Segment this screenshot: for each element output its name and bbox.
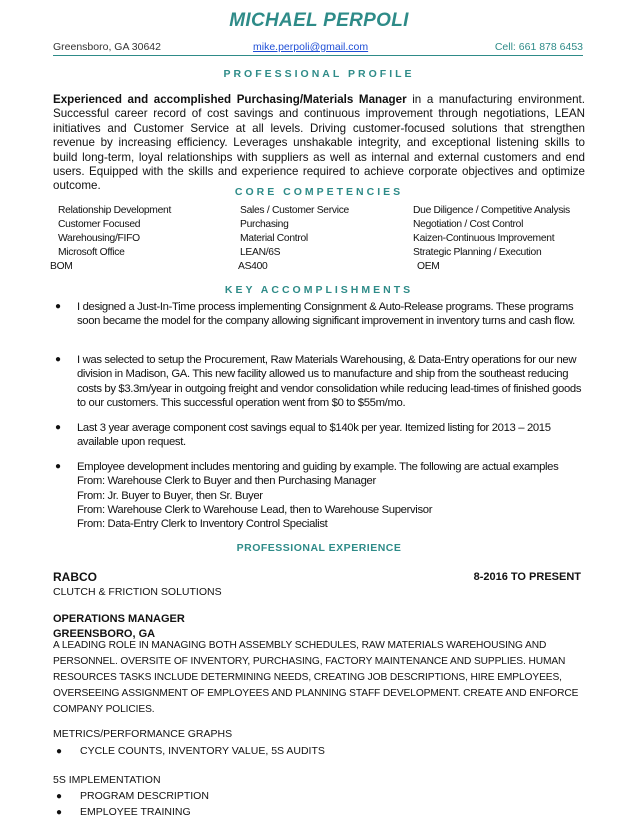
bullet-icon: ● [56,807,63,818]
implementation-list-item [56,790,209,802]
location-text: Greensboro, GA 30642 [53,41,161,53]
profile-text: in a manufacturing environment. Successful career record of cost savings and continuous improvement through negotiations, LEAN initiatives and Customer Service at all levels. Driving customer-focused solutions that strengthen revenue by increasing efficiency. Leverages unshakable integrity, and exceptional listening skills to build long-term, loyal relationships with suppliers as well as internal and external customers and end users. Equipped with the skills and experience required to achieve corporate objectives and optimize outcome. [53,93,585,193]
accomplishment-subline: From: Warehouse Clerk to Warehouse Lead, then to Warehouse Supervisor [77,503,433,516]
experience-heading: PROFESSIONAL EXPERIENCE [236,542,402,554]
metrics-heading: METRICS/PERFORMANCE GRAPHS [53,728,233,740]
profile-lead: Experienced and accomplished Purchasing/Materials Manager [53,93,407,106]
header-divider [53,55,583,56]
competency-item: AS400 [238,261,268,273]
competency-item: Negotiation / Cost Control [413,219,524,231]
job-location: GREENSBORO, GA [53,628,156,640]
competency-item: Customer Focused [58,219,141,231]
implementation-text: EMPLOYEE TRAINING [80,806,191,818]
competency-item: OEM [417,261,440,273]
profile-heading: PROFESSIONAL PROFILE [223,68,415,80]
competencies-col-1 [50,204,171,274]
phone-text: Cell: 661 878 6453 [494,41,583,53]
accomplishment-item [55,460,583,531]
competency-item: Material Control [240,233,308,245]
accomplishment-text: I designed a Just-In-Time process implementing Consignment & Auto-Release programs. These programs soon became the model for the company allowing significant improvement in inventory turns and cash flow. [77,301,575,328]
accomplishment-subline: From: Data-Entry Clerk to Inventory Control Specialist [77,518,328,531]
bullet-icon: ● [56,746,63,757]
competency-item: LEAN/6S [240,247,281,259]
competencies-col-3 [413,204,570,274]
accomplishment-text: Last 3 year average component cost savings equal to $140k per year. Itemized listing for 2013 – 2015 available upon request. [77,422,551,449]
competency-item: Relationship Development [58,205,171,216]
company-division: CLUTCH & FRICTION SOLUTIONS [53,586,222,598]
bullet-icon: ● [55,461,61,472]
implementation-list-item [56,806,191,818]
competency-item: Purchasing [240,219,289,231]
accomplishment-item [55,353,583,410]
profile-paragraph [53,93,585,194]
candidate-name: MICHAEL PERPOLI [229,10,409,31]
job-title: OPERATIONS MANAGER [53,613,185,625]
accomplishment-text: I was selected to setup the Procurement, Raw Materials Warehousing, & Data-Entry operations for our new division in Madison, GA. This new facility allowed us to manufacture and ship from the southeast reducing costs by $3.3m/year in outgoing freight and vendor consolidation while reducing lead-times of finished goods to our customers. This successful operation went from $0 to $55m/mo. [77,354,582,409]
competency-item: Kaizen-Continuous Improvement [413,233,555,245]
implementation-heading: 5S IMPLEMENTATION [53,774,161,786]
implementation-text: PROGRAM DESCRIPTION [80,790,209,802]
competencies-heading: CORE COMPETENCIES [234,186,404,198]
accomplishments-heading: KEY ACCOMPLISHMENTS [224,284,414,296]
bullet-icon: ● [55,301,61,312]
competency-item: Microsoft Office [58,247,125,259]
bullet-icon: ● [55,354,61,365]
job-dates: 8-2016 TO PRESENT [473,571,581,583]
metrics-text: CYCLE COUNTS, INVENTORY VALUE, 5S AUDITS [80,745,325,757]
accomplishment-item [55,421,583,450]
email-link[interactable]: mike.perpoli@gmail.com [253,41,369,53]
competency-item: Sales / Customer Service [240,205,349,216]
accomplishment-item [55,300,583,329]
metrics-list-item [56,745,325,757]
accomplishment-subline: From: Jr. Buyer to Buyer, then Sr. Buyer [77,489,263,502]
job-description: A LEADING ROLE IN MANAGING BOTH ASSEMBLY SCHEDULES, RAW MATERIALS WAREHOUSING AND PERSONNEL. OVERSITE OF INVENTORY, PURCHASING, FACTORY MAINTENANCE AND SUPPLIES. HUMAN RESOURCES TASKS INCLUDE DETERMINING NEEDS, CREATING JOB DESCRIPTIONS, HIRE EMPLOYEES, OVERSEEING ASSIGNMENT OF EMPLOYEES AND PLANNING STAFF DEVELOPMENT. CREATE AND ENFORCE COMPANY POLICIES. [53,640,579,715]
company-name: RABCO [53,570,97,584]
competency-item: BOM [50,261,73,273]
competencies-col-2 [240,204,349,274]
competency-item: Due Diligence / Competitive Analysis [413,205,570,216]
accomplishment-subline: From: Warehouse Clerk to Buyer and then Purchasing Manager [77,475,376,488]
competency-item: Strategic Planning / Execution [413,247,542,259]
competency-item: Warehousing/FIFO [58,233,140,245]
accomplishment-text: Employee development includes mentoring and guiding by example. The following are actual examples [77,461,559,473]
bullet-icon: ● [56,791,63,802]
bullet-icon: ● [55,422,61,433]
